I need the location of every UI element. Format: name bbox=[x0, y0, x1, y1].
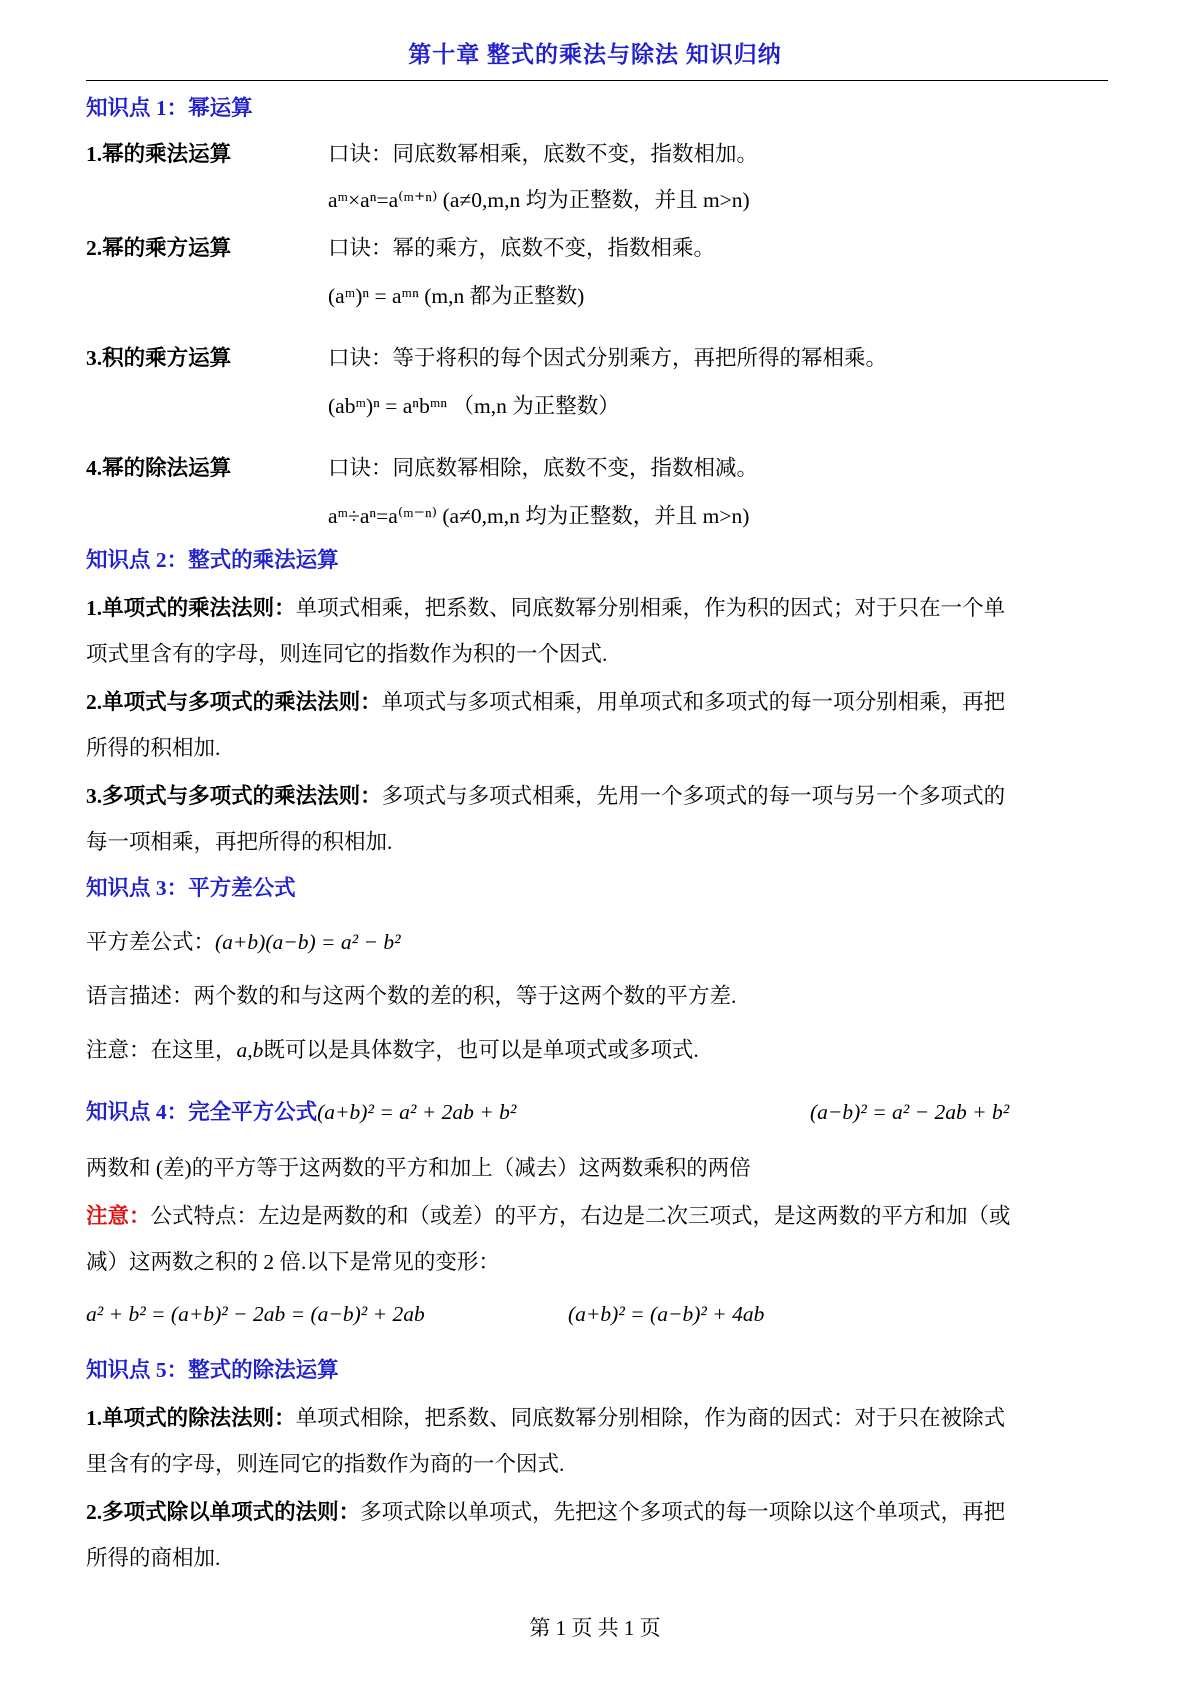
section-3-heading: 知识点 3：平方差公式 bbox=[86, 876, 296, 900]
poly-poly-rule bbox=[86, 784, 1005, 810]
section-1-heading: 知识点 1：幂运算 bbox=[86, 96, 253, 120]
mono-poly-text-1: 单项式与多项式相乘，用单项式和多项式的每一项分别相乘，再把 bbox=[381, 690, 1006, 714]
power-of-power-rule: 口诀：幂的乘方，底数不变，指数相乘。 bbox=[328, 236, 716, 260]
note-prefix: 注意：在这里， bbox=[86, 1038, 237, 1062]
perfect-square-diff: (a−b)² = a² − 2ab + b² bbox=[810, 1100, 1010, 1124]
poly-div-rule bbox=[86, 1500, 1005, 1526]
poly-poly-text-1: 多项式与多项式相乘，先用一个多项式的每一项与另一个多项式的 bbox=[381, 784, 1006, 808]
note-variables: a,b bbox=[236, 1038, 264, 1062]
mono-poly-rule bbox=[86, 690, 1005, 716]
mono-mult-label: 1.单项式的乘法法则： bbox=[86, 596, 296, 620]
mono-div-rule bbox=[86, 1406, 1005, 1432]
poly-poly-text-2: 每一项相乘，再把所得的积相加. bbox=[86, 830, 393, 854]
product-power-formula: (abᵐ)ⁿ = aⁿbᵐⁿ （m,n 为正整数） bbox=[328, 394, 620, 418]
power-div-formula: aᵐ÷aⁿ=a⁽ᵐ⁻ⁿ⁾ (a≠0,m,n 均为正整数，并且 m>n) bbox=[328, 504, 750, 528]
diff-squares-note bbox=[86, 1038, 699, 1064]
note-text-1: 公式特点：左边是两数的和（或差）的平方，右边是二次三项式，是这两数的平方和加（或 bbox=[150, 1204, 1011, 1228]
poly-poly-label: 3.多项式与多项式的乘法法则： bbox=[86, 784, 382, 808]
mono-mult-rule bbox=[86, 596, 1005, 622]
poly-div-text-2: 所得的商相加. bbox=[86, 1546, 221, 1570]
variant-formula-2: (a+b)² = (a−b)² + 4ab bbox=[568, 1302, 765, 1326]
power-mult-label: 1.幂的乘法运算 bbox=[86, 142, 232, 166]
power-mult-formula: aᵐ×aⁿ=a⁽ᵐ⁺ⁿ⁾ (a≠0,m,n 均为正整数，并且 m>n) bbox=[328, 188, 750, 212]
section-4-heading: 知识点 4：完全平方公式 bbox=[86, 1100, 318, 1124]
poly-div-label: 2.多项式除以单项式的法则： bbox=[86, 1500, 361, 1524]
power-div-rule: 口诀：同底数幂相除，底数不变，指数相减。 bbox=[328, 456, 759, 480]
mono-mult-text-2: 项式里含有的字母，则连同它的指数作为积的一个因式. bbox=[86, 642, 608, 666]
page-title: 第十章 整式的乘法与除法 知识归纳 bbox=[408, 42, 782, 67]
diff-squares-label: 平方差公式： bbox=[86, 930, 216, 954]
perfect-square-note bbox=[86, 1204, 1011, 1230]
mono-mult-text-1: 单项式相乘，把系数、同底数幂分别相乘，作为积的因式；对于只在一个单 bbox=[295, 596, 1006, 620]
power-of-power-label: 2.幂的乘方运算 bbox=[86, 236, 232, 260]
mono-poly-text-2: 所得的积相加. bbox=[86, 736, 221, 760]
mono-div-text-2: 里含有的字母，则连同它的指数作为商的一个因式. bbox=[86, 1452, 565, 1476]
perfect-square-sum: (a+b)² = a² + 2ab + b² bbox=[317, 1100, 517, 1124]
mono-div-label: 1.单项式的除法法则： bbox=[86, 1406, 296, 1430]
power-div-label: 4.幂的除法运算 bbox=[86, 456, 232, 480]
product-power-rule: 口诀：等于将积的每个因式分别乘方，再把所得的幂相乘。 bbox=[328, 346, 888, 370]
section-4-line bbox=[86, 1100, 516, 1126]
mono-poly-label: 2.单项式与多项式的乘法法则： bbox=[86, 690, 382, 714]
variant-formula-1: a² + b² = (a+b)² − 2ab = (a−b)² + 2ab bbox=[86, 1302, 425, 1326]
title-divider bbox=[86, 80, 1108, 81]
power-mult-rule: 口诀：同底数幂相乘，底数不变，指数相加。 bbox=[328, 142, 759, 166]
perfect-square-description: 两数和 (差)的平方等于这两数的平方和加上（减去）这两数乘积的两倍 bbox=[86, 1156, 751, 1180]
page-footer: 第 1 页 共 1 页 bbox=[529, 1616, 661, 1640]
note-suffix: 既可以是具体数字，也可以是单项式或多项式. bbox=[263, 1038, 699, 1062]
section-2-heading: 知识点 2：整式的乘法运算 bbox=[86, 548, 339, 572]
diff-squares-expression: (a+b)(a−b) = a² − b² bbox=[215, 930, 401, 954]
section-5-heading: 知识点 5：整式的除法运算 bbox=[86, 1358, 339, 1382]
diff-squares-description: 语言描述：两个数的和与这两个数的差的积，等于这两个数的平方差. bbox=[86, 984, 737, 1008]
diff-squares-formula bbox=[86, 930, 401, 956]
power-of-power-formula: (aᵐ)ⁿ = aᵐⁿ (m,n 都为正整数) bbox=[328, 284, 585, 308]
note-text-2: 减）这两数之积的 2 倍.以下是常见的变形： bbox=[86, 1250, 500, 1274]
note-label: 注意： bbox=[86, 1204, 151, 1228]
mono-div-text-1: 单项式相除，把系数、同底数幂分别相除，作为商的因式：对于只在被除式 bbox=[295, 1406, 1006, 1430]
poly-div-text-1: 多项式除以单项式，先把这个多项式的每一项除以这个单项式，再把 bbox=[360, 1500, 1006, 1524]
product-power-label: 3.积的乘方运算 bbox=[86, 346, 232, 370]
